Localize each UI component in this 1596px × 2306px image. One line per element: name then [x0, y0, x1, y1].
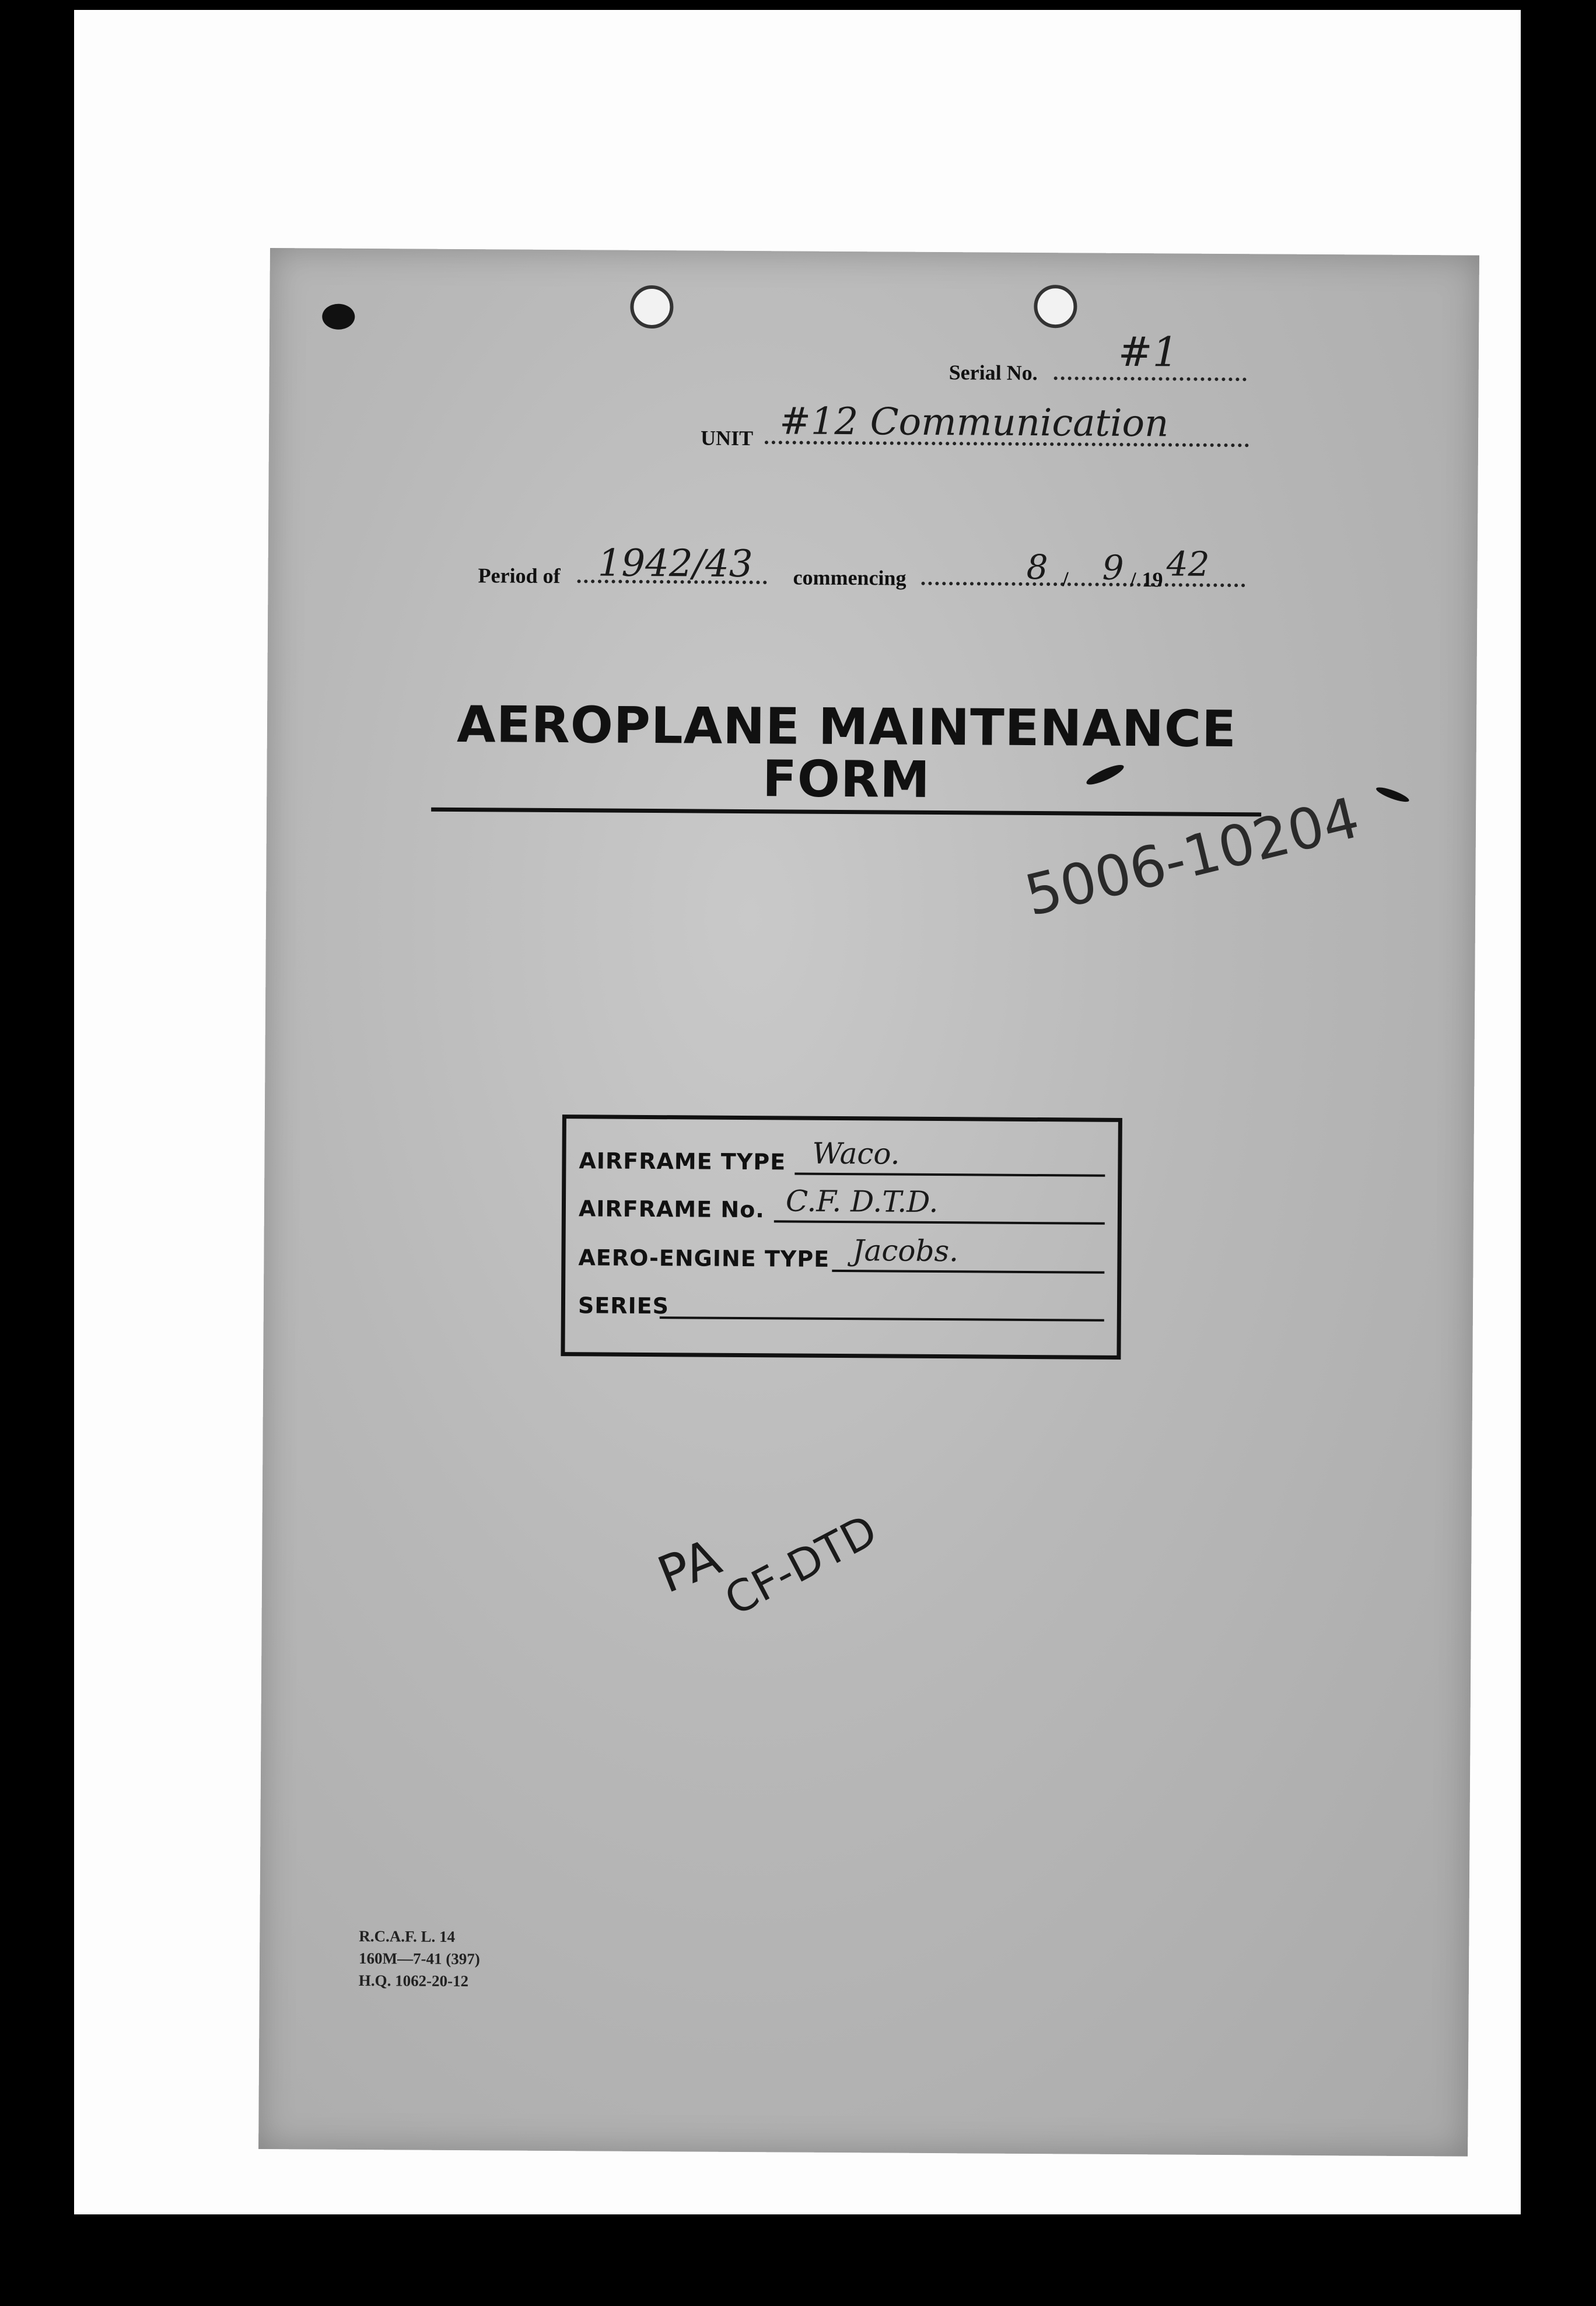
unit-label: UNIT [700, 426, 754, 450]
engine-type-row [578, 1233, 1104, 1277]
unit-value: #12 Communication [779, 400, 1169, 446]
commencing-month: 9 [1102, 547, 1124, 588]
document-cover [258, 248, 1479, 2157]
airframe-type-row [579, 1136, 1105, 1180]
series-label: SERIES [578, 1292, 670, 1319]
ink-mark [1375, 785, 1410, 805]
airframe-type-value: Waco. [812, 1136, 900, 1171]
ink-blot [322, 304, 355, 330]
engine-type-label: AERO-ENGINE TYPE [578, 1245, 830, 1272]
airframe-type-line [794, 1173, 1105, 1177]
airframe-no-value: C.F. D.T.D. [785, 1184, 939, 1220]
series-row [578, 1281, 1104, 1325]
airframe-no-row [579, 1184, 1105, 1228]
serial-value: #1 [1118, 327, 1179, 376]
date-slash: / [1130, 568, 1136, 592]
serial-line [1054, 376, 1247, 381]
form-title: AEROPLANE MAINTENANCE FORM [431, 698, 1262, 816]
file-number: 5006-10204 [1019, 784, 1366, 929]
commencing-year-suffix: 42 [1166, 544, 1210, 584]
footer-line: R.C.A.F. L. 14 [359, 1927, 456, 1945]
airframe-type-box [561, 1114, 1122, 1360]
commencing-day: 8 [1026, 547, 1048, 588]
airframe-no-label: AIRFRAME No. [578, 1196, 765, 1223]
engine-type-value: Jacobs. [852, 1234, 959, 1269]
commencing-label: commencing [793, 565, 907, 590]
commencing-year-prefix: 19 [1142, 568, 1163, 592]
period-value: 1942/43 [597, 541, 753, 586]
serial-label: Serial No. [949, 361, 1038, 385]
footer-line: H.Q. 1062-20-12 [358, 1971, 469, 1990]
period-label: Period of [478, 564, 561, 588]
footer-line: 160M—7-41 (397) [359, 1949, 480, 1968]
annotation-registration: CF-DTD [717, 1505, 886, 1626]
engine-type-line [832, 1270, 1104, 1274]
airframe-no-line [774, 1220, 1105, 1224]
annotation-pa: PA [650, 1528, 729, 1605]
form-reference-footer [359, 1925, 480, 1992]
binding-hole-right [1034, 285, 1077, 328]
date-slash: / [1062, 567, 1069, 591]
series-line [660, 1316, 1104, 1322]
airframe-type-label: AIRFRAME TYPE [579, 1148, 786, 1175]
binding-hole-left [630, 285, 673, 329]
